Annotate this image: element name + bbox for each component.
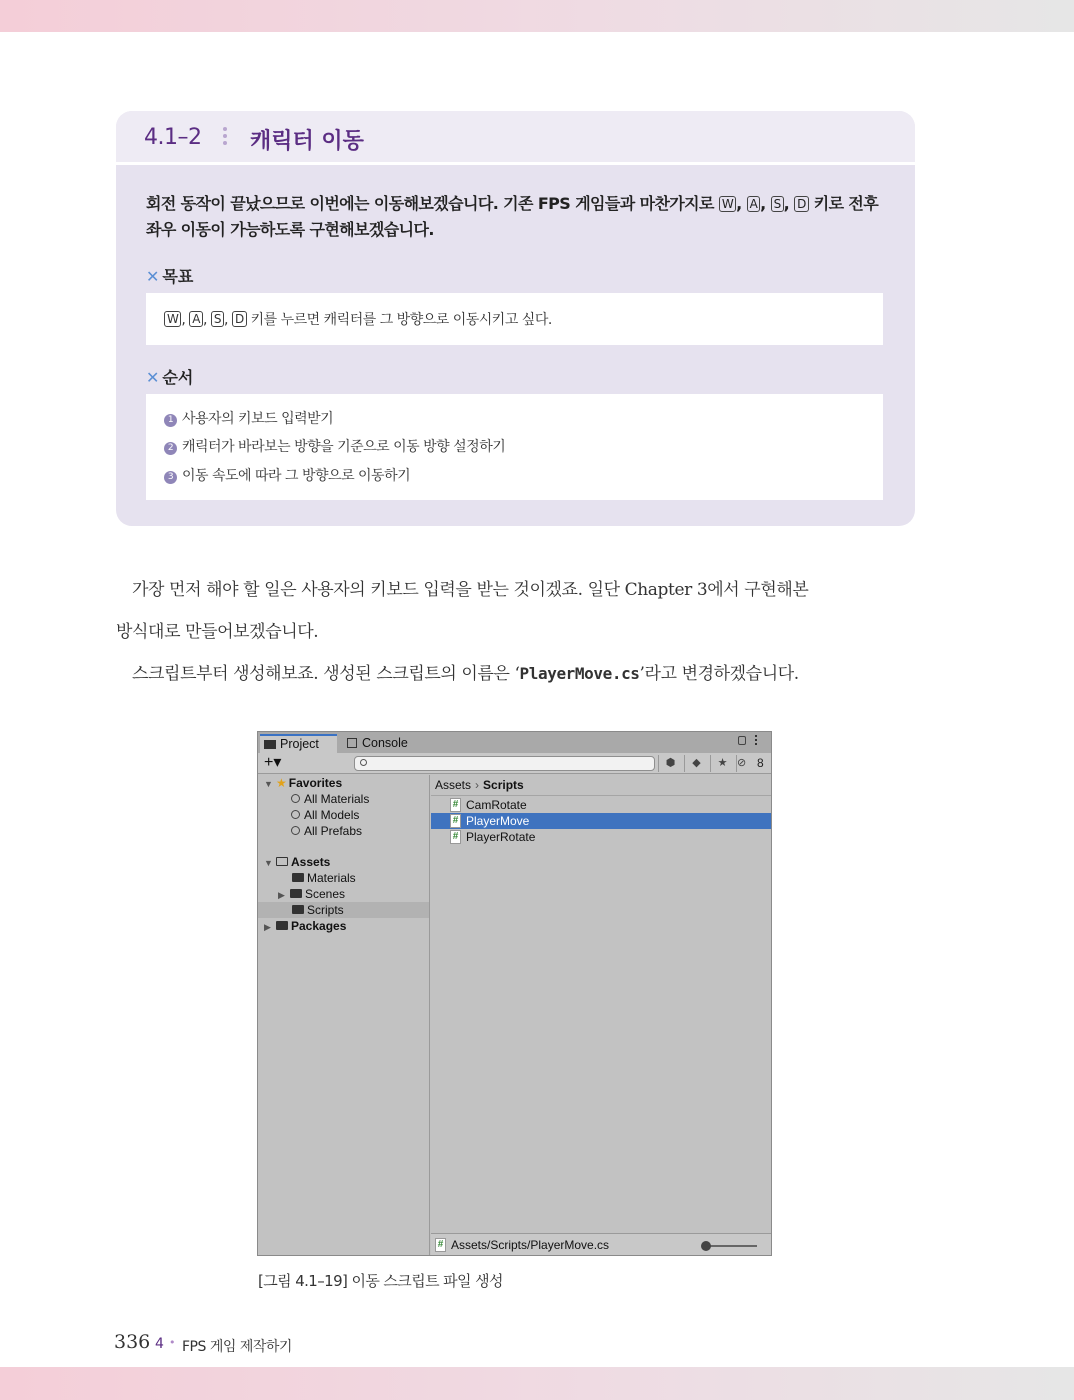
tree-item-scripts[interactable] <box>258 902 429 918</box>
tree-item-all-models[interactable] <box>291 807 359 823</box>
file-panel <box>431 775 771 1255</box>
more-options-icon[interactable] <box>755 735 758 748</box>
para2-text-1: 스크립트부터 생성해보죠. 생성된 스크립트의 이름은 ‘ <box>132 664 520 684</box>
section-title: 캐릭터 이동 <box>250 129 364 154</box>
section-header <box>116 111 915 165</box>
order-heading <box>146 365 193 388</box>
step-item <box>164 465 410 485</box>
figure-caption: [그림 4.1–19] 이동 스크립트 파일 생성 <box>258 1272 503 1290</box>
cross-icon: ✕ <box>146 267 160 286</box>
tab-console-label: Console <box>362 736 408 750</box>
csharp-script-icon: # <box>435 1238 446 1252</box>
tree-assets-label: Assets <box>291 855 331 869</box>
console-icon <box>347 738 357 748</box>
tree-packages-label: Packages <box>291 919 347 933</box>
hidden-packages-icon[interactable]: ⊘ <box>736 755 746 772</box>
search-by-label-icon[interactable]: ◆ <box>684 755 708 772</box>
tree-packages[interactable] <box>264 918 346 934</box>
search-input[interactable] <box>354 756 655 771</box>
body-paragraph-1-line-2: 방식대로 만들어보겠습니다. <box>116 622 319 642</box>
folder-icon <box>290 889 302 898</box>
breadcrumb <box>435 777 524 793</box>
section-number: 4.1–2 <box>144 125 202 150</box>
section-intro: 회전 동작이 끝났으므로 이번에는 이동해보겠습니다. 기존 FPS 게임들과 마찬가지로 W , A , S , D 키로 전후좌우 이동이 가능하도록 구현해보겠습니다. <box>146 194 879 239</box>
tree-item-all-materials[interactable] <box>291 791 369 807</box>
selected-asset-path: Assets/Scripts/PlayerMove.cs <box>451 1238 610 1252</box>
body-paragraph-1-line-1: 가장 먼저 해야 할 일은 사용자의 키보드 입력을 받는 것이겠죠. 일단 Chapter 3에서 구현해본 <box>132 580 809 600</box>
hidden-packages-count: 8 <box>757 756 764 770</box>
expand-arrow-icon[interactable]: ▼ <box>264 779 273 789</box>
expand-arrow-icon[interactable]: ▼ <box>264 858 273 868</box>
tree-assets[interactable] <box>264 854 330 870</box>
tree-favorites-label: Favorites <box>288 776 343 790</box>
file-item-playerrotate[interactable] <box>431 829 771 845</box>
key-w: W <box>719 196 736 212</box>
goal-heading <box>146 264 193 287</box>
intro-text-2: 키로 전후좌우 이동이 가능하도록 구현해보겠습니다. <box>146 194 879 239</box>
search-icon <box>291 826 300 835</box>
body-paragraph-2 <box>132 659 799 684</box>
order-panel <box>146 394 883 500</box>
key-a: A <box>189 311 203 327</box>
breadcrumb-assets[interactable]: Assets <box>435 778 472 792</box>
step-text: 사용자의 키보드 입력받기 <box>182 411 334 427</box>
folder-icon <box>292 905 304 914</box>
step-text: 캐릭터가 바라보는 방향을 기준으로 이동 방향 설정하기 <box>182 439 506 455</box>
page-number: 336 <box>114 1331 151 1353</box>
tab-project-label: Project <box>280 737 319 751</box>
search-by-type-icon[interactable]: ⬢ <box>658 755 682 772</box>
unity-project-window <box>257 731 772 1256</box>
folder-icon <box>264 740 276 749</box>
inline-code: PlayerMove.cs <box>519 664 640 683</box>
intro-text-1: 회전 동작이 끝났으므로 이번에는 이동해보겠습니다. 기존 FPS 게임들과 마찬가지로 <box>146 194 719 213</box>
key-s: S <box>211 311 224 327</box>
folder-tree <box>258 775 430 1255</box>
tree-item-scenes[interactable] <box>278 886 345 902</box>
step-text: 이동 속도에 따라 그 방향으로 이동하기 <box>182 468 411 484</box>
chapter-number: 4 <box>155 1336 164 1352</box>
breadcrumb-scripts[interactable]: Scripts <box>483 778 524 792</box>
key-a: A <box>747 196 761 212</box>
bullet-separator: • <box>169 1336 176 1349</box>
key-d: D <box>232 311 247 327</box>
section-box <box>116 111 915 526</box>
key-w: W <box>164 311 181 327</box>
chapter-title: FPS 게임 제작하기 <box>182 1339 292 1355</box>
cross-icon: ✕ <box>146 368 160 387</box>
file-item-camrotate[interactable] <box>431 797 771 813</box>
project-toolbar <box>258 753 771 774</box>
csharp-script-icon: # <box>450 814 461 828</box>
favorite-star-icon[interactable]: ★ <box>710 755 734 772</box>
tree-favorites[interactable] <box>264 775 342 791</box>
search-icon <box>291 794 300 803</box>
collapse-arrow-icon[interactable]: ▶ <box>278 890 285 900</box>
tree-label: All Models <box>304 808 360 822</box>
csharp-script-icon: # <box>450 830 461 844</box>
search-icon <box>360 759 367 766</box>
open-folder-icon <box>276 857 288 866</box>
goal-panel <box>146 293 883 345</box>
status-bar <box>431 1233 771 1255</box>
tab-console[interactable] <box>345 734 408 753</box>
step-number-badge: 1 <box>164 414 177 427</box>
goal-text-body: 키를 누르면 캐릭터를 그 방향으로 이동시키고 싶다. <box>246 312 552 328</box>
folder-icon <box>292 873 304 882</box>
goal-heading-label: 목표 <box>162 267 194 286</box>
tree-label: Scenes <box>305 887 346 901</box>
tree-item-all-prefabs[interactable] <box>291 823 362 839</box>
star-icon: ★ <box>276 776 287 790</box>
top-decor-band <box>0 0 1074 32</box>
tree-label: All Prefabs <box>304 824 363 838</box>
step-number-badge: 3 <box>164 471 177 484</box>
file-item-playermove[interactable] <box>431 813 771 829</box>
tree-label: Materials <box>307 871 356 885</box>
csharp-script-icon: # <box>450 798 461 812</box>
key-s: S <box>771 196 784 212</box>
tree-label: All Materials <box>304 792 370 806</box>
step-item <box>164 408 333 428</box>
key-d: D <box>794 196 809 212</box>
tab-project[interactable] <box>260 734 337 753</box>
tree-item-materials[interactable] <box>292 870 356 886</box>
para2-text-2: ’라고 변경하겠습니다. <box>639 664 799 684</box>
create-button[interactable]: +▾ <box>264 754 282 771</box>
bottom-decor-band <box>0 1367 1074 1400</box>
chevron-right-icon: › <box>475 778 480 792</box>
file-name: CamRotate <box>466 798 527 812</box>
dots-divider-icon <box>222 127 228 149</box>
tab-bar <box>258 732 771 753</box>
tree-label: Scripts <box>307 903 344 917</box>
icon-size-slider-track[interactable] <box>705 1245 757 1247</box>
step-number-badge: 2 <box>164 442 177 455</box>
goal-text: W , A , S , D 키를 누르면 캐릭터를 그 방향으로 이동시키고 싶다. <box>164 309 552 329</box>
file-name: PlayerMove <box>466 814 530 828</box>
search-icon <box>291 810 300 819</box>
collapse-arrow-icon[interactable]: ▶ <box>264 922 271 932</box>
file-name: PlayerRotate <box>466 830 536 844</box>
icon-size-slider-handle[interactable] <box>701 1241 711 1251</box>
lock-icon[interactable] <box>738 736 746 745</box>
divider <box>431 795 771 796</box>
folder-icon <box>276 921 288 930</box>
order-heading-label: 순서 <box>162 368 194 387</box>
step-item <box>164 436 505 456</box>
